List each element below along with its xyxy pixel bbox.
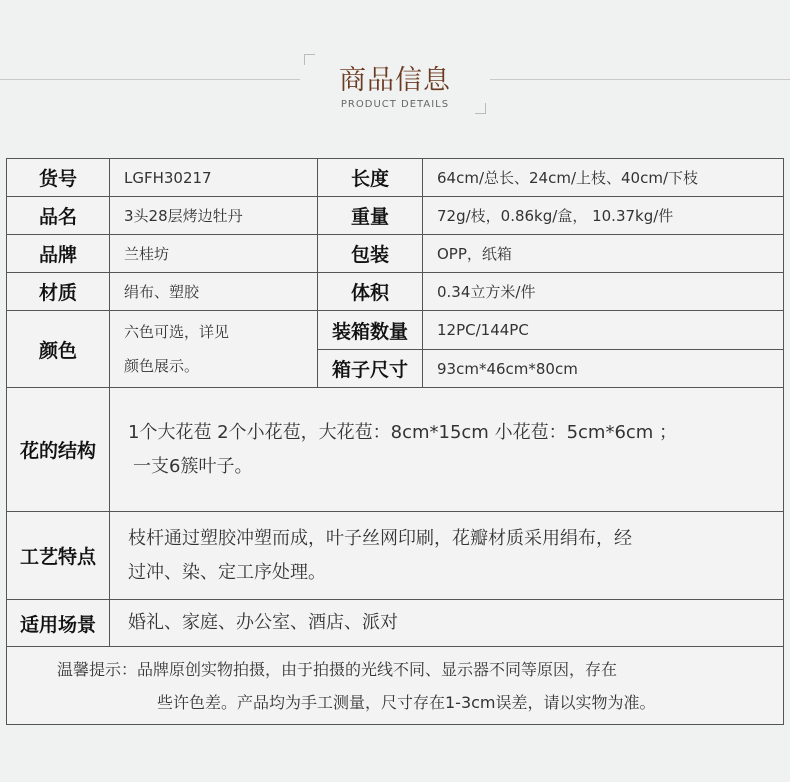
scene-label: 适用场景 (7, 600, 110, 647)
box-size-value: 93cm*46cm*80cm (423, 350, 784, 388)
volume-label: 体积 (318, 273, 423, 311)
table-row (7, 600, 784, 647)
material-value: 绢布、塑胶 (110, 273, 318, 311)
brand-label: 品牌 (7, 235, 110, 273)
notice-line2: 些许色差。产品均为手工测量，尺寸存在1-3cm误差，请以实物为准。 (157, 692, 656, 712)
table-row (7, 388, 784, 512)
product-details-table (6, 158, 784, 725)
header-divider-left (0, 79, 300, 80)
structure-label: 花的结构 (7, 388, 110, 512)
header-divider-right (490, 79, 790, 80)
structure-line1: 1个大花苞 2个小花苞，大花苞：8cm*15cm 小花苞：5cm*6cm ； (128, 421, 678, 443)
color-value-line1: 六色可选，详见 (124, 323, 230, 341)
weight-label: 重量 (318, 197, 423, 235)
brand-value: 兰桂坊 (110, 235, 318, 273)
name-value: 3头28层烤边牡丹 (110, 197, 318, 235)
item-no-value: LGFH30217 (110, 159, 318, 197)
structure-line2: 一支6簇叶子。 (133, 455, 253, 477)
box-size-label: 箱子尺寸 (318, 350, 423, 388)
table-row (7, 159, 784, 197)
table-row (7, 273, 784, 311)
name-label: 品名 (7, 197, 110, 235)
length-value: 64cm/总长、24cm/上枝、40cm/下枝 (423, 159, 784, 197)
table-row (7, 647, 784, 725)
table-row (7, 235, 784, 273)
color-value (110, 311, 318, 388)
header-frame (304, 54, 486, 114)
volume-value: 0.34立方米/件 (423, 273, 784, 311)
table-row (7, 512, 784, 600)
table-row (7, 197, 784, 235)
craft-line2: 过冲、染、定工序处理。 (128, 561, 326, 583)
qty-value: 12PC/144PC (423, 311, 784, 350)
qty-label: 装箱数量 (318, 311, 423, 350)
notice (7, 647, 784, 725)
page-subtitle: PRODUCT DETAILS (340, 99, 450, 110)
package-value: OPP，纸箱 (423, 235, 784, 273)
page-title: 商品信息 (339, 65, 451, 96)
craft-value (110, 512, 784, 600)
craft-label: 工艺特点 (7, 512, 110, 600)
color-label: 颜色 (7, 311, 110, 388)
length-label: 长度 (318, 159, 423, 197)
material-label: 材质 (7, 273, 110, 311)
craft-line1: 枝杆通过塑胶冲塑而成，叶子丝网印刷，花瓣材质采用绢布，经 (128, 527, 632, 549)
table-row (7, 311, 784, 350)
scene-value: 婚礼、家庭、办公室、酒店、派对 (110, 600, 784, 647)
notice-line1: 温馨提示：品牌原创实物拍摄，由于拍摄的光线不同、显示器不同等原因，存在 (57, 659, 618, 679)
item-no-label: 货号 (7, 159, 110, 197)
package-label: 包装 (318, 235, 423, 273)
weight-value: 72g/枝，0.86kg/盒， 10.37kg/件 (423, 197, 784, 235)
structure-value (110, 388, 784, 512)
color-value-line2: 颜色展示。 (124, 357, 200, 375)
